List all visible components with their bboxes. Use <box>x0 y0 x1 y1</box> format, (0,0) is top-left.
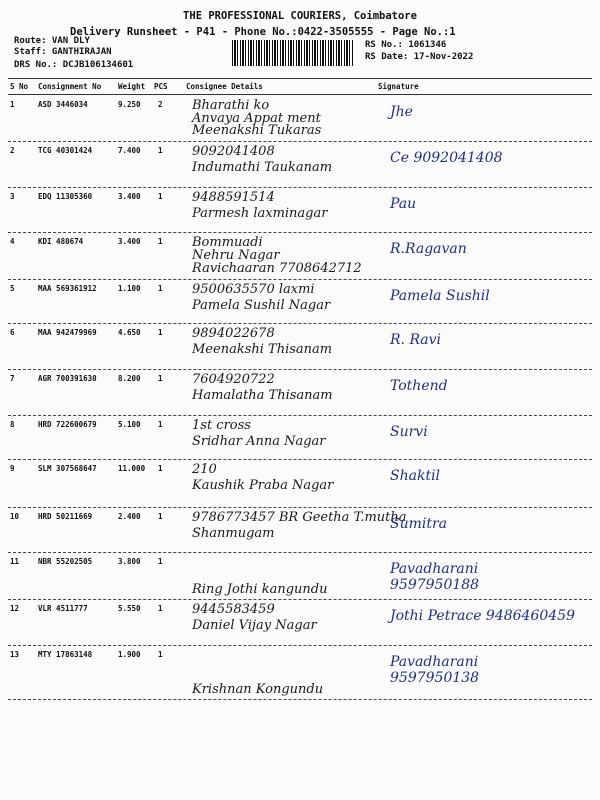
row-consignment-no: VLR 4511777 <box>38 604 88 613</box>
row-consignment-no: ASD 3446034 <box>38 100 88 109</box>
row-pcs: 2 <box>158 100 163 109</box>
consignee-detail-line: Ravichaaran 7708642712 <box>192 261 362 276</box>
row-weight: 3.400 <box>118 237 141 246</box>
row-consignment-no: HRD 722600679 <box>38 420 97 429</box>
row-sno: 3 <box>10 192 15 201</box>
row-weight: 3.400 <box>118 192 141 201</box>
signature-text: R. Ravi <box>390 332 442 348</box>
signature-text: 9597950188 <box>390 577 480 593</box>
row-sno: 12 <box>10 604 20 613</box>
signature-text: Sumitra <box>390 516 448 532</box>
consignee-detail-line: Sridhar Anna Nagar <box>192 434 326 449</box>
row-sno: 5 <box>10 284 15 293</box>
consignee-detail-line: Ring Jothi kangundu <box>192 582 328 597</box>
consignee-detail-line: 9488591514 <box>192 190 275 205</box>
consignee-detail-line: Meenakshi Tukaras <box>192 123 322 139</box>
consignee-detail-line: Daniel Vijay Nagar <box>192 618 317 633</box>
row-sno: 6 <box>10 328 15 337</box>
row-pcs: 1 <box>158 374 163 383</box>
row-sno: 8 <box>10 420 15 429</box>
col-details: Consignee Details <box>186 82 263 91</box>
row-sno: 9 <box>10 464 15 473</box>
signature-text: Pamela Sushil <box>390 288 490 304</box>
row-weight: 4.650 <box>118 328 141 337</box>
row-divider <box>8 699 592 700</box>
row-consignment-no: MAA 942479969 <box>38 328 97 337</box>
row-pcs: 1 <box>158 284 163 293</box>
signature-text: Ce 9092041408 <box>390 150 503 166</box>
col-consignment: Consignment No <box>38 82 102 91</box>
row-pcs: 1 <box>158 512 163 521</box>
consignee-detail-line: Bommuadi <box>192 235 263 250</box>
signature-text: Pavadharani <box>390 654 479 670</box>
row-weight: 1.100 <box>118 284 141 293</box>
signature-text: Jothi Petrace 9486460459 <box>390 608 576 624</box>
row-consignment-no: AGR 700391630 <box>38 374 97 383</box>
signature-text: Survi <box>390 424 428 440</box>
table-row <box>0 324 600 370</box>
table-row <box>0 280 600 324</box>
rs-number: RS No.: 1061346 <box>365 40 447 50</box>
row-sno: 7 <box>10 374 15 383</box>
row-sno: 1 <box>10 100 15 109</box>
row-weight: 8.200 <box>118 374 141 383</box>
consignee-detail-line: Bharathi ko <box>192 98 270 113</box>
table-row <box>0 600 600 646</box>
row-weight: 11.000 <box>118 464 146 473</box>
row-pcs: 1 <box>158 650 163 659</box>
col-signature: Signature <box>378 82 419 91</box>
row-pcs: 1 <box>158 192 163 201</box>
signature-text: Pavadharani <box>390 561 479 577</box>
signature-text: Pau <box>390 196 417 212</box>
consignee-detail-line: Krishnan Kongundu <box>192 682 324 697</box>
signature-text: R.Ragavan <box>390 241 467 257</box>
table-row <box>0 646 600 700</box>
header-rule-bottom <box>8 94 592 95</box>
row-consignment-no: HRD 50211669 <box>38 512 93 521</box>
consignee-detail-line: Indumathi Taukanam <box>192 160 333 175</box>
row-weight: 3.800 <box>118 557 141 566</box>
row-pcs: 1 <box>158 557 163 566</box>
table-row <box>0 460 600 508</box>
row-consignment-no: NBR 55202505 <box>38 557 93 566</box>
row-weight: 7.400 <box>118 146 141 155</box>
row-pcs: 1 <box>158 464 163 473</box>
row-weight: 2.400 <box>118 512 141 521</box>
signature-text: 9597950138 <box>390 670 480 686</box>
table-row <box>0 370 600 416</box>
consignee-detail-line: 9894022678 <box>192 326 275 341</box>
table-row <box>0 508 600 553</box>
table-row <box>0 553 600 600</box>
consignee-detail-line: 7604920722 <box>192 372 275 387</box>
table-row <box>0 142 600 188</box>
consignee-detail-line: 9500635570 laxmi <box>192 282 315 297</box>
row-pcs: 1 <box>158 237 163 246</box>
col-sno: S No <box>10 82 29 91</box>
row-consignment-no: MAA 569361912 <box>38 284 97 293</box>
header-rule-top <box>8 78 592 79</box>
rs-date: RS Date: 17-Nov-2022 <box>365 52 474 62</box>
table-row <box>0 96 600 142</box>
consignee-detail-line: Hamalatha Thisanam <box>192 388 333 403</box>
consignee-detail-line: 210 <box>192 462 217 477</box>
consignee-detail-line: Shanmugam <box>192 526 275 541</box>
column-header-row <box>0 80 600 94</box>
signature-text: Shaktil <box>390 468 441 484</box>
row-weight: 5.550 <box>118 604 141 613</box>
row-weight: 9.250 <box>118 100 141 109</box>
row-pcs: 1 <box>158 146 163 155</box>
consignee-detail-line: Pamela Sushil Nagar <box>192 298 331 313</box>
signature-text: Jhe <box>390 104 413 120</box>
table-row <box>0 416 600 460</box>
col-weight: Weight <box>118 82 146 91</box>
consignee-detail-line: 1st cross <box>192 418 251 433</box>
row-consignment-no: KDI 480674 <box>38 237 84 246</box>
consignee-detail-line: Meenakshi Thisanam <box>192 342 333 357</box>
consignee-detail-line: Parmesh laxminagar <box>192 206 328 221</box>
barcode-image <box>232 40 354 66</box>
row-consignment-no: SLM 307568647 <box>38 464 97 473</box>
col-pcs: PCS <box>154 82 168 91</box>
consignee-detail-line: Nehru Nagar <box>192 248 280 263</box>
drs-number: DRS No.: DCJB106134601 <box>14 60 134 70</box>
runsheet-subtitle: Delivery Runsheet - P41 - Phone No.:0422-3505555 - Page No.:1 <box>70 26 456 38</box>
row-weight: 5.100 <box>118 420 141 429</box>
row-pcs: 1 <box>158 420 163 429</box>
row-sno: 2 <box>10 146 15 155</box>
row-pcs: 1 <box>158 604 163 613</box>
row-consignment-no: EDQ 11305360 <box>38 192 93 201</box>
consignee-detail-line: 9445583459 <box>192 602 275 617</box>
row-weight: 1.900 <box>118 650 141 659</box>
consignee-detail-line: 9786773457 BR Geetha T.mutha <box>192 510 407 525</box>
row-consignment-no: TCG 40301424 <box>38 146 93 155</box>
table-row <box>0 233 600 280</box>
row-sno: 11 <box>10 557 20 566</box>
table-row <box>0 188 600 233</box>
runsheet-title: THE PROFESSIONAL COURIERS, Coimbatore <box>183 10 417 22</box>
staff-label: Staff: GANTHIRAJAN <box>14 47 112 57</box>
consignee-detail-line: Anvaya Appat ment <box>192 110 321 126</box>
route-label: Route: VAN DLY <box>14 36 90 46</box>
row-consignment-no: MTY 17863148 <box>38 650 93 659</box>
row-sno: 4 <box>10 237 15 246</box>
consignee-detail-line: 9092041408 <box>192 144 275 159</box>
row-sno: 10 <box>10 512 20 521</box>
row-pcs: 1 <box>158 328 163 337</box>
signature-text: Tothend <box>390 378 448 394</box>
consignee-detail-line: Kaushik Praba Nagar <box>192 478 334 493</box>
row-sno: 13 <box>10 650 20 659</box>
